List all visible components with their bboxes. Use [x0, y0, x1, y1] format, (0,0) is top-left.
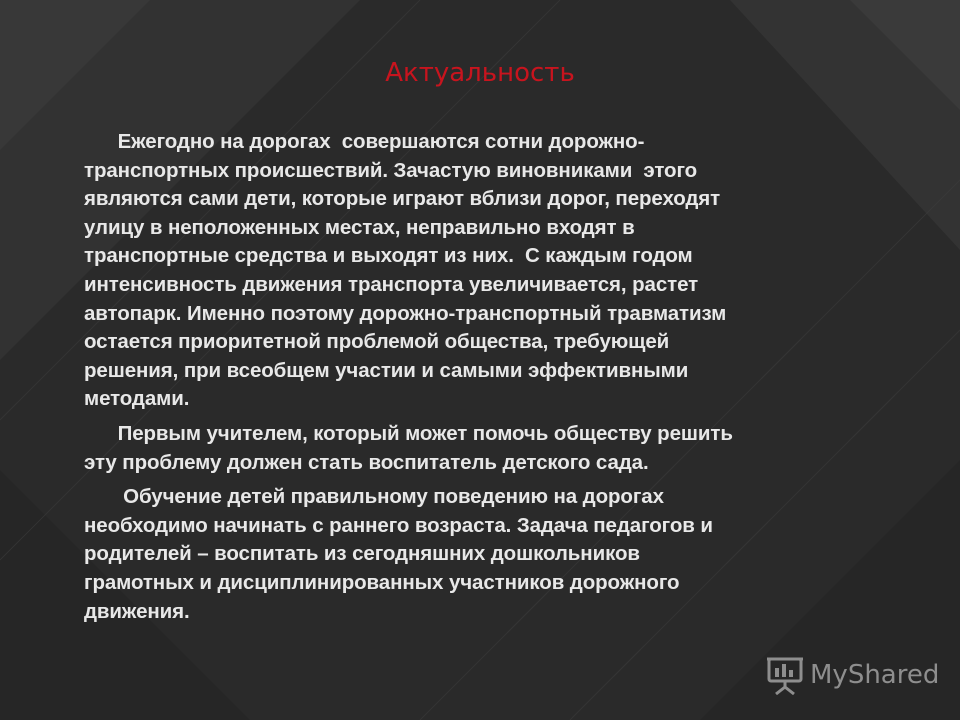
text-line: эту проблему должен стать воспитатель детского сада.	[84, 450, 649, 474]
text-line: движения.	[84, 599, 190, 623]
text-line: интенсивность движения транспорта увеличивается, растет	[84, 272, 699, 296]
slide-body	[84, 128, 944, 626]
paragraph-3	[84, 483, 944, 626]
text-line: Первым учителем, который может помочь обществу решить	[84, 421, 733, 445]
text-line: решения, при всеобщем участии и самыми эффективными	[84, 358, 689, 382]
paragraph-2	[84, 420, 944, 477]
slide-title: Актуальность	[385, 58, 575, 88]
text-line: остается приоритетной проблемой общества, требующей	[84, 330, 670, 354]
text-line: Ежегодно на дорогах совершаются сотни дорожно-	[84, 130, 645, 153]
text-line: Обучение детей правильному поведению на дорогах	[84, 485, 664, 509]
watermark[interactable]	[766, 654, 939, 696]
text-line: транспортных происшествий. Зачастую виновниками этого	[84, 158, 698, 182]
text-line: необходимо начинать с раннего возраста. Задача педагогов и	[84, 513, 713, 537]
text-line: автопарк. Именно поэтому дорожно-транспортный травматизм	[84, 301, 727, 325]
watermark-text: MyShared	[810, 660, 940, 690]
text-line: методами.	[84, 387, 190, 411]
text-line: улицу в неположенных местах, неправильно входят в	[84, 215, 635, 239]
text-line: родителей – воспитать из сегодняшних дошкольников	[84, 542, 640, 566]
presentation-board-icon	[766, 655, 804, 695]
text-line: грамотных и дисциплинированных участников дорожного	[84, 570, 680, 594]
text-line: являются сами дети, которые играют вблизи дорог, переходят	[84, 187, 721, 211]
paragraph-1	[84, 128, 944, 414]
text-line: транспортные средства и выходят из них. С каждым годом	[84, 244, 693, 268]
